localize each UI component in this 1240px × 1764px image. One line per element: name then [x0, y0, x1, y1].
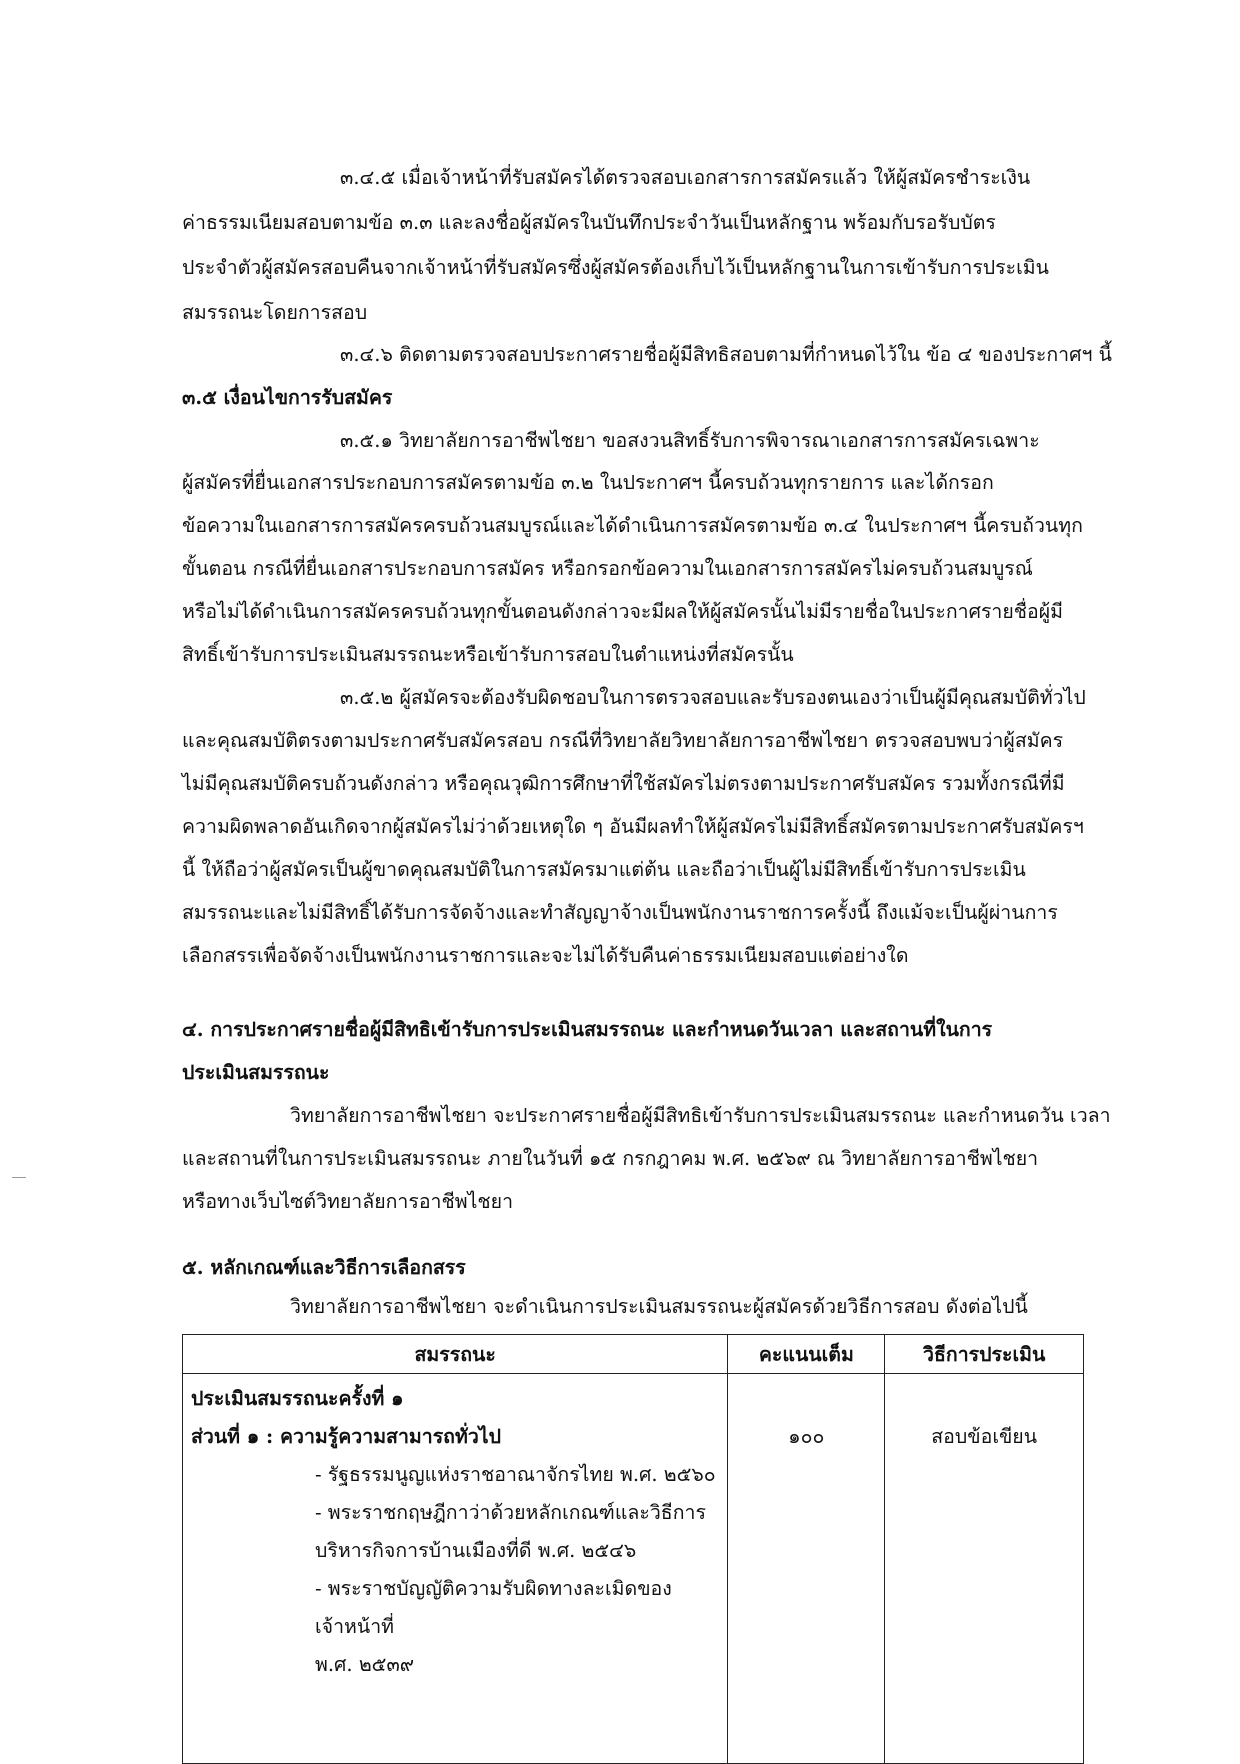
part-label: ส่วนที่ ๑ : ความรู้ความสามารถทั่วไป — [191, 1425, 501, 1448]
topic-item: เจ้าหน้าที่ — [315, 1615, 395, 1638]
para-5-line-1: วิทยาลัยการอาชีพไชยา จะดำเนินการประเมินสมรรถนะผู้สมัครด้วยวิธีการสอบ ดังต่อไปนี้ — [290, 1295, 1028, 1318]
para-3-5-1-line-3: ข้อความในเอกสารการสมัครครบถ้วนสมบูรณ์และได้ดำเนินการสมัครตามข้อ ๓.๔ ในประกาศฯ นี้ครบถ้วนทุก — [182, 514, 1083, 537]
header-full-score: คะแนนเต็ม — [728, 1335, 885, 1374]
para-4-line-1: วิทยาลัยการอาชีพไชยา จะประกาศรายชื่อผู้มีสิทธิเข้ารับการประเมินสมรรถนะ และกำหนดวัน เวลา — [290, 1104, 1111, 1127]
full-score-value: ๑๐๐ — [788, 1425, 825, 1448]
para-4-line-2: และสถานที่ในการประเมินสมรรถนะ ภายในวันที่ ๑๕ กรกฎาคม พ.ศ. ๒๕๖๙ ณ วิทยาลัยการอาชีพไชยา — [182, 1147, 1039, 1170]
para-3-4-5-line-1: ๓.๔.๕ เมื่อเจ้าหน้าที่รับสมัครได้ตรวจสอบเอกสารการสมัครแล้ว ให้ผู้สมัครชำระเงิน — [340, 166, 1031, 189]
method-value: สอบข้อเขียน — [931, 1425, 1038, 1448]
para-3-5-1-line-4: ขั้นตอน กรณีที่ยื่นเอกสารประกอบการสมัคร หรือกรอกข้อความในเอกสารการสมัครไม่ครบถ้วนสมบูรณ์ — [182, 557, 1033, 580]
topic-item: - พระราชกฤษฎีกาว่าด้วยหลักเกณฑ์และวิธีการ — [315, 1501, 706, 1524]
topic-item: - รัฐธรรมนูญแห่งราชอาณาจักรไทย พ.ศ. ๒๕๖๐ — [315, 1463, 716, 1486]
para-3-5-1-line-6: สิทธิ์เข้ารับการประเมินสมรรถนะหรือเข้ารับการสอบในตำแหน่งที่สมัครนั้น — [182, 643, 794, 666]
para-3-4-5-line-2: ค่าธรรมเนียมสอบตามข้อ ๓.๓ และลงชื่อผู้สมัครในบันทึกประจำวันเป็นหลักฐาน พร้อมกับรอรับบัตร — [182, 211, 996, 234]
score-cell — [728, 1374, 885, 1764]
method-cell — [885, 1374, 1084, 1764]
para-3-5-2-line-4: ความผิดพลาดอันเกิดจากผู้สมัครไม่ว่าด้วยเหตุใด ๆ อันมีผลทำให้ผู้สมัครไม่มีสิทธิ์สมัครตามประกาศรับสมัครฯ — [182, 815, 1084, 838]
header-competency: สมรรถนะ — [183, 1335, 728, 1374]
para-3-5-1-line-5: หรือไม่ได้ดำเนินการสมัครครบถ้วนทุกขั้นตอนดังกล่าวจะมีผลให้ผู้สมัครนั้นไม่มีรายชื่อในประกาศรายชื่อผู้มี — [182, 600, 1064, 623]
heading-5: ๕. หลักเกณฑ์และวิธีการเลือกสรร — [182, 1256, 466, 1279]
para-3-5-1-line-2: ผู้สมัครที่ยื่นเอกสารประกอบการสมัครตามข้อ ๓.๒ ในประกาศฯ นี้ครบถ้วนทุกรายการ และได้กรอก — [182, 471, 994, 494]
para-3-5-2-line-5: นี้ ให้ถือว่าผู้สมัครเป็นผู้ขาดคุณสมบัติในการสมัครมาแต่ต้น และถือว่าเป็นผู้ไม่มีสิทธิ์เข้ารับการประเมิน — [182, 858, 1026, 881]
para-3-5-2-line-6: สมรรถนะและไม่มีสิทธิ์ได้รับการจัดจ้างและทำสัญญาจ้างเป็นพนักงานราชการครั้งนี้ ถึงแม้จะเป็นผู้ผ่านการ — [182, 901, 1058, 924]
competency-table — [182, 1334, 1084, 1764]
heading-4-line-2: ประเมินสมรรถนะ — [182, 1061, 330, 1084]
table-header-row — [183, 1335, 1084, 1374]
para-3-4-5-line-3: ประจำตัวผู้สมัครสอบคืนจากเจ้าหน้าที่รับสมัครซึ่งผู้สมัครต้องเก็บไว้เป็นหลักฐานในการเข้ารับการประเมิน — [182, 256, 1049, 279]
competency-cell — [183, 1374, 728, 1764]
round-label: ประเมินสมรรถนะครั้งที่ ๑ — [191, 1387, 404, 1410]
para-3-5-2-line-7: เลือกสรรเพื่อจัดจ้างเป็นพนักงานราชการและจะไม่ได้รับคืนค่าธรรมเนียมสอบแต่อย่างใด — [182, 944, 909, 967]
topic-item: บริหารกิจการบ้านเมืองที่ดี พ.ศ. ๒๕๔๖ — [315, 1539, 637, 1562]
topic-item: - พระราชบัญญัติความรับผิดทางละเมิดของ — [315, 1577, 672, 1600]
para-3-5-2-line-1: ๓.๕.๒ ผู้สมัครจะต้องรับผิดชอบในการตรวจสอบและรับรองตนเองว่าเป็นผู้มีคุณสมบัติทั่วไป — [340, 686, 1086, 709]
para-3-4-5-line-4: สมรรถนะโดยการสอบ — [182, 301, 368, 324]
para-3-5-1-line-1: ๓.๕.๑ วิทยาลัยการอาชีพไชยา ขอสงวนสิทธิ์รับการพิจารณาเอกสารการสมัครเฉพาะ — [340, 429, 1040, 452]
table-row — [183, 1374, 1084, 1764]
heading-3-5: ๓.๕ เงื่อนไขการรับสมัคร — [182, 386, 393, 409]
para-3-4-6-line-1: ๓.๔.๖ ติดตามตรวจสอบประกาศรายชื่อผู้มีสิทธิสอบตามที่กำหนดไว้ใน ข้อ ๔ ของประกาศฯ นี้ — [340, 343, 1112, 366]
para-3-5-2-line-3: ไม่มีคุณสมบัติครบถ้วนดังกล่าว หรือคุณวุฒิการศึกษาที่ใช้สมัครไม่ตรงตามประกาศรับสมัคร รวมทั้งกรณีที่มี — [182, 772, 1065, 795]
para-4-line-3: หรือทางเว็บไซต์วิทยาลัยการอาชีพไชยา — [182, 1190, 514, 1213]
heading-4-line-1: ๔. การประกาศรายชื่อผู้มีสิทธิเข้ารับการประเมินสมรรถนะ และกำหนดวันเวลา และสถานที่ในการ — [182, 1018, 993, 1041]
topic-item: พ.ศ. ๒๕๓๙ — [315, 1653, 415, 1676]
para-3-5-2-line-2: และคุณสมบัติตรงตามประกาศรับสมัครสอบ กรณีที่วิทยาลัยวิทยาลัยการอาชีพไชยา ตรวจสอบพบว่าผู้สมัคร — [182, 729, 1064, 752]
margin-mark — [12, 1177, 26, 1178]
header-method: วิธีการประเมิน — [885, 1335, 1084, 1374]
